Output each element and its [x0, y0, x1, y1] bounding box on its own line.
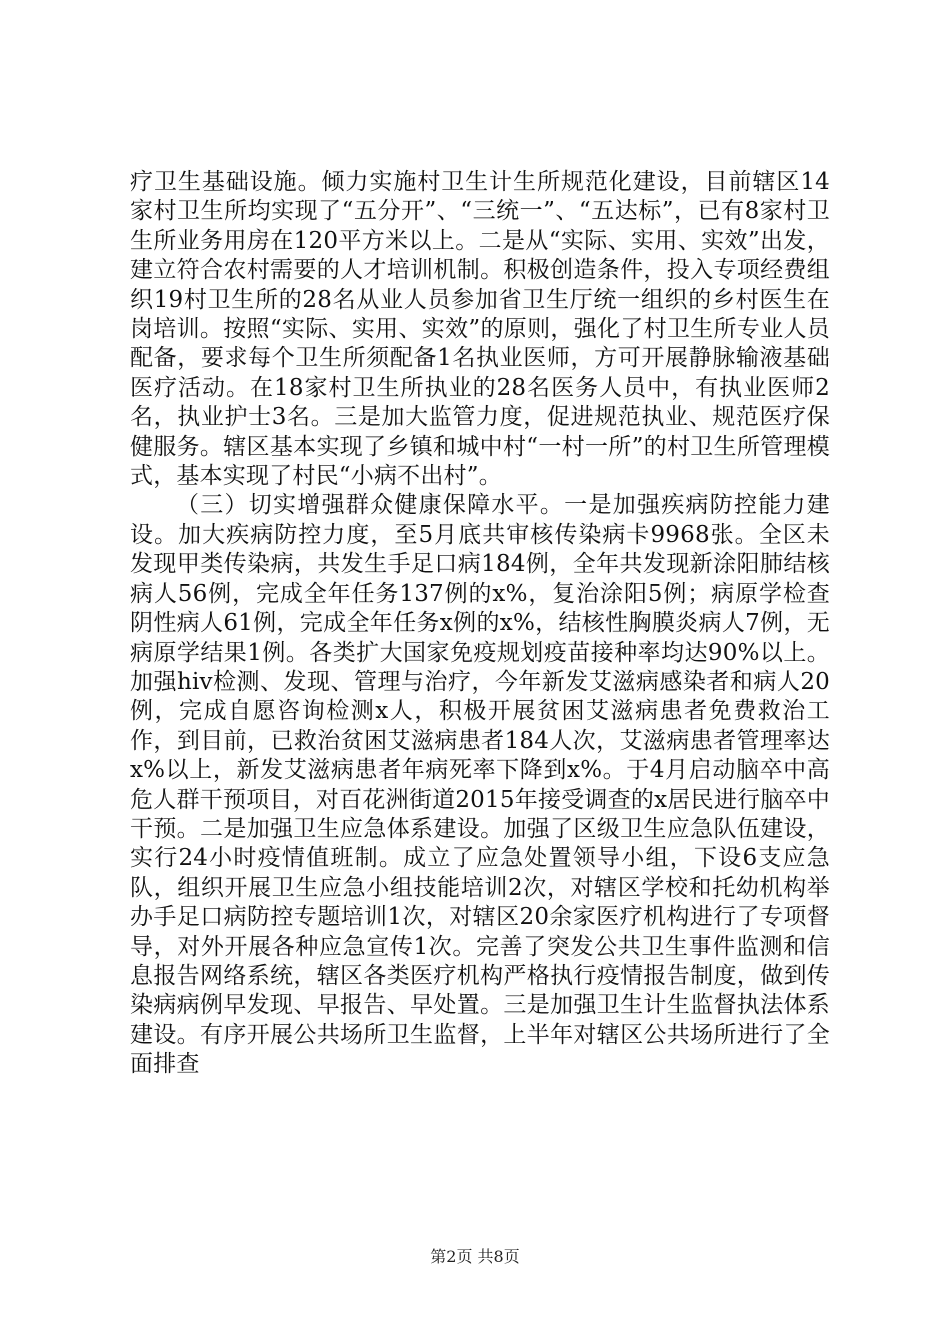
- page-footer: 第2页 共8页: [430, 1247, 520, 1266]
- paragraph-2: （三）切实增强群众健康保障水平。一是加强疾病防控能力建设。加大疾病防控力度，至5月底共审核传染病卡9968张。全区未发现甲类传染病，共发生手足口病184例，全年共发现新涂阳肺结核病人56例，完成全年任务137例的x%，复治涂阳5例；病原学检查阴性病人61例，完成全年任务x例的x%，结核性胸膜炎病人7例，无病原学结果1例。各类扩大国家免疫规划疫苗接种率均达90%以上。加强hiv检测、发现、管理与治疗，今年新发艾滋病感染者和病人20例，完成自愿咨询检测x人，积极开展贫困艾滋病患者免费救治工作，到目前，已救治贫困艾滋病患者184人次，艾滋病患者管理率达x%以上，新发艾滋病患者年病死率下降到x%。于4月启动脑卒中高危人群干预项目，对百花洲街道2015年接受调查的x居民进行脑卒中干预。二是加强卫生应急体系建设。加强了区级卫生应急队伍建设，实行24小时疫情值班制。成立了应急处置领导小组，下设6支应急队，组织开展卫生应急小组技能培训2次，对辖区学校和托幼机构举办手足口病防控专题培训1次，对辖区20余家医疗机构进行了专项督导，对外开展各种应急宣传1次。完善了突发公共卫生事件监测和信息报告网络系统，辖区各类医疗机构严格执行疫情报告制度，做到传染病病例早发现、早报告、早处置。三是加强卫生计生监督执法体系建设。有序开展公共场所卫生监督，上半年对辖区公共场所进行了全面排查: [130, 492, 830, 1078]
- document-body: [130, 168, 830, 1080]
- paragraph-1: 疗卫生基础设施。倾力实施村卫生计生所规范化建设，目前辖区14家村卫生所均实现了“五分开”、“三统一”、“五达标”，已有8家村卫生所业务用房在120平方米以上。二是从“实际、实用、实效”出发，建立符合农村需要的人才培训机制。积极创造条件，投入专项经费组织19村卫生所的28名从业人员参加省卫生厅统一组织的乡村医生在岗培训。按照“实际、实用、实效”的原则，强化了村卫生所专业人员配备，要求每个卫生所须配备1名执业医师，方可开展静脉输液基础医疗活动。在18家村卫生所执业的28名医务人员中，有执业医师2名，执业护士3名。三是加大监管力度，促进规范执业、规范医疗保健服务。辖区基本实现了乡镇和城中村“一村一所”的村卫生所管理模式，基本实现了村民“小病不出村”。: [130, 169, 830, 490]
